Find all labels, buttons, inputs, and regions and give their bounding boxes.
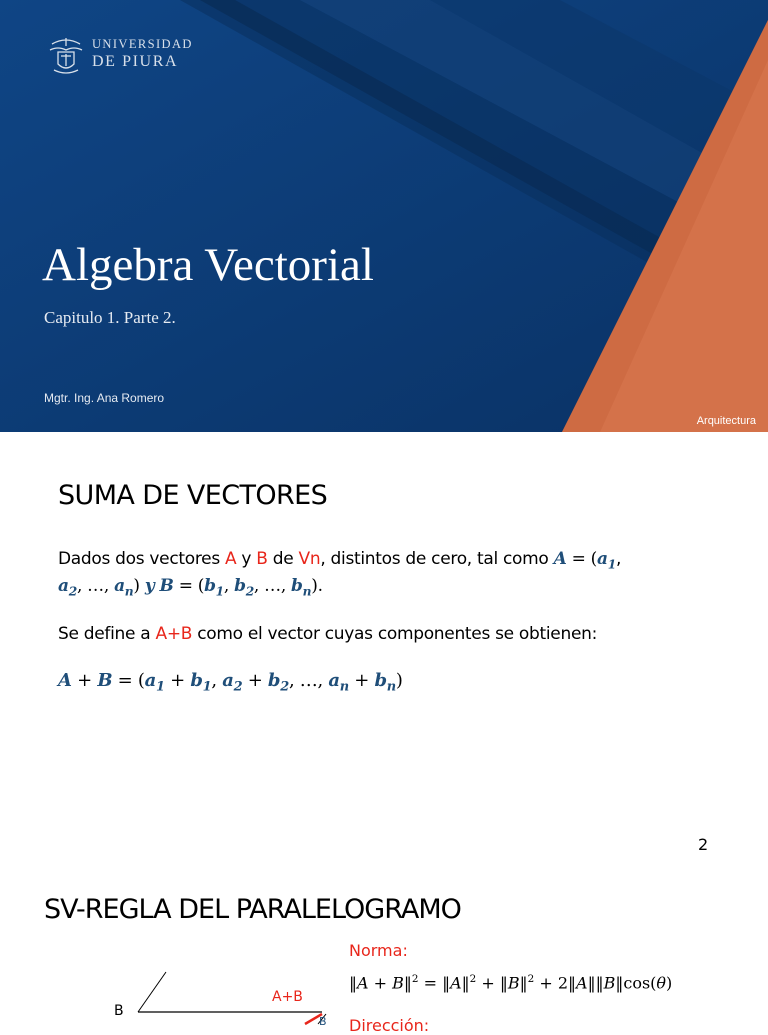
text-span: Se define a xyxy=(58,624,156,644)
slide-heading: SUMA DE VECTORES xyxy=(58,480,328,511)
math-equals: = ( xyxy=(173,576,205,596)
text-span: como el vector cuyas componentes se obtienen: xyxy=(192,624,598,644)
label-b-small: B xyxy=(319,1015,327,1028)
university-crest-icon xyxy=(48,34,84,78)
vector-b-label: B xyxy=(256,549,268,569)
math-b2: $b_2$ xyxy=(234,576,254,599)
vector-space-label: Vn xyxy=(298,549,321,569)
logo-wordmark xyxy=(92,38,193,70)
norm-formula: ‖A + B‖$^2$ = ‖A‖$^2$ + ‖B‖$^2$ + 2‖A‖‖B‖cos(θ) xyxy=(349,973,673,993)
math-ellipsis: , …, xyxy=(288,670,329,691)
text-span: de xyxy=(267,549,299,569)
sum-definition-paragraph xyxy=(58,624,597,644)
math-a: A xyxy=(58,670,72,691)
norma-label: Norma: xyxy=(349,941,408,960)
parallelogram-rule-slide xyxy=(0,864,768,1035)
math-b2: $b_2$ xyxy=(267,670,289,695)
university-logo xyxy=(48,34,193,82)
math-b: B xyxy=(97,670,113,691)
vector-a-label: A xyxy=(224,549,237,569)
text-span: Dados dos vectores xyxy=(58,549,225,569)
math-comma: , xyxy=(223,576,235,596)
math-a-sequence: $a_2$ xyxy=(58,576,77,599)
page-number: 2 xyxy=(698,835,709,854)
math-plus: + xyxy=(71,670,98,691)
math-comma: , xyxy=(615,549,622,569)
department-tag xyxy=(657,410,768,432)
math-bn: $b_n$ xyxy=(291,576,312,599)
title-slide xyxy=(0,0,768,432)
math-ellipsis: , …, xyxy=(76,576,115,596)
author-name: Mgtr. Ing. Ana Romero xyxy=(44,391,165,405)
math-expression-a: A xyxy=(553,549,567,569)
sum-formula xyxy=(58,670,403,695)
math-paren: ) xyxy=(395,670,403,691)
slide-subtitle: Capitulo 1. Parte 2. xyxy=(44,308,176,327)
math-paren: ). xyxy=(311,576,323,596)
direccion-label: Dirección: xyxy=(349,1016,430,1035)
math-b1: $b_1$ xyxy=(190,670,212,695)
parallelogram-diagram xyxy=(100,964,340,1024)
label-a-plus-b: A+B xyxy=(272,989,303,1005)
label-b: B xyxy=(114,1003,124,1019)
math-comma: , xyxy=(211,670,223,691)
math-expression-b: B xyxy=(159,576,174,596)
department-tag-label: Arquitectura xyxy=(696,415,756,427)
math-a1: $a_1$ xyxy=(597,549,616,572)
text-span: , distintos de cero, tal como xyxy=(320,549,554,569)
definition-paragraph-line-1 xyxy=(58,549,621,571)
math-a1: $a_1$ xyxy=(144,670,165,695)
math-equals: = ( xyxy=(571,549,598,569)
slide-heading: SV-REGLA DEL PARALELOGRAMO xyxy=(44,894,461,925)
text-span: y xyxy=(236,549,257,569)
sum-of-vectors-slide xyxy=(0,432,768,864)
math-ellipsis: , …, xyxy=(253,576,292,596)
math-bn: $b_n$ xyxy=(374,670,396,695)
sum-label: A+B xyxy=(155,624,193,644)
math-paren: ) xyxy=(133,576,145,596)
math-equals: = ( xyxy=(112,670,145,691)
math-plus: + xyxy=(348,670,375,691)
math-plus: + xyxy=(242,670,268,691)
math-a2: $a_2$ xyxy=(222,670,243,695)
logo-line-2: DE PIURA xyxy=(92,52,179,70)
math-plus: + xyxy=(164,670,191,691)
math-an: $a_n$ xyxy=(328,670,349,695)
slide-title: Algebra Vectorial xyxy=(42,239,374,291)
logo-line-1: UNIVERSIDAD xyxy=(92,37,193,51)
vector-b-line xyxy=(138,972,166,1012)
math-y: y xyxy=(144,576,155,596)
math-b1: $b_1$ xyxy=(204,576,224,599)
definition-paragraph-line-2 xyxy=(58,576,323,598)
math-an: $a_n$ xyxy=(114,576,134,599)
